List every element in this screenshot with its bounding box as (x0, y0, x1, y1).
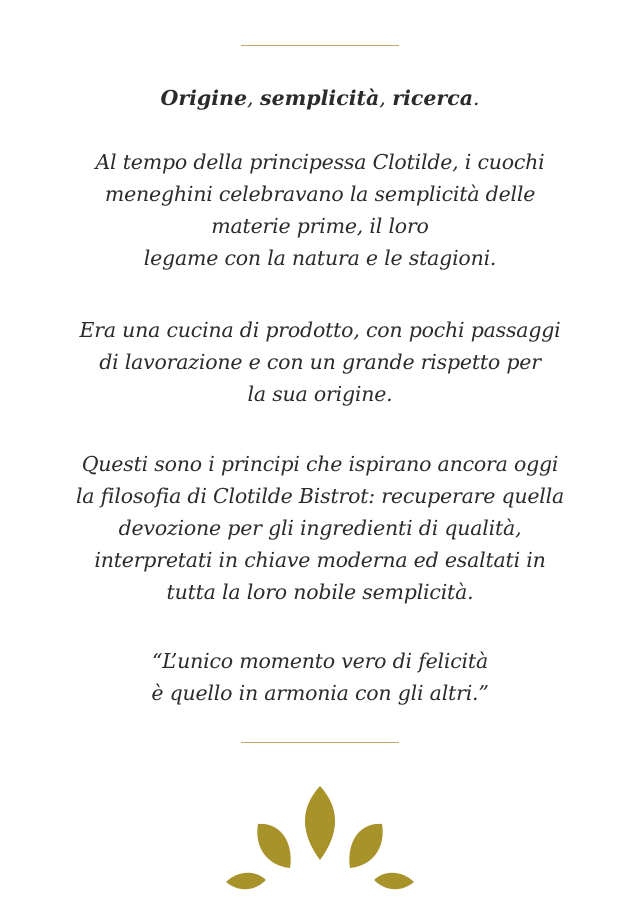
tagline (0, 82, 640, 114)
quote-line: “L’unico momento vero di felicità (152, 649, 488, 673)
paragraph-line: Al tempo della principessa Clotilde, i cuochi (95, 150, 545, 174)
paragraph-line: legame con la natura e le stagioni. (143, 246, 497, 270)
center-leaf (305, 786, 335, 860)
tagline-word-ricerca: ricerca (392, 86, 473, 110)
left-lower-leaf (226, 873, 266, 890)
paragraph-history (0, 146, 640, 274)
tagline-separator: , (246, 86, 261, 110)
right-lower-leaf (374, 873, 414, 890)
right-leaf (349, 824, 382, 868)
paragraph-line: interpretati in chiave moderna ed esaltati in (94, 548, 546, 572)
quote-line: è quello in armonia con gli altri.” (151, 681, 489, 705)
paragraph-philosophy (0, 448, 640, 608)
paragraph-line: devozione per gli ingredienti di qualità, (118, 516, 522, 540)
paragraph-line: la sua origine. (247, 382, 393, 406)
tagline-word-semplicita: semplicità (260, 86, 380, 110)
paragraph-line: Era una cucina di prodotto, con pochi passaggi (79, 318, 561, 342)
paragraph-line: meneghini celebravano la semplicità delle (104, 182, 536, 206)
paragraph-line: la filosofia di Clotilde Bistrot: recuperare quella (75, 484, 565, 508)
leaf-crown-icon (218, 782, 422, 894)
paragraph-line: di lavorazione e con un grande rispetto per (99, 350, 541, 374)
paragraph-cuisine (0, 314, 640, 410)
bottom-divider (241, 742, 399, 743)
quote (0, 645, 640, 709)
top-divider (241, 45, 399, 46)
tagline-end: . (472, 86, 480, 110)
tagline-separator: , (379, 86, 393, 110)
tagline-word-origine: Origine (160, 86, 247, 110)
paragraph-line: tutta la loro nobile semplicità. (166, 580, 474, 604)
paragraph-line: materie prime, il loro (211, 214, 429, 238)
left-leaf (257, 824, 290, 868)
paragraph-line: Questi sono i principi che ispirano ancora oggi (81, 452, 559, 476)
